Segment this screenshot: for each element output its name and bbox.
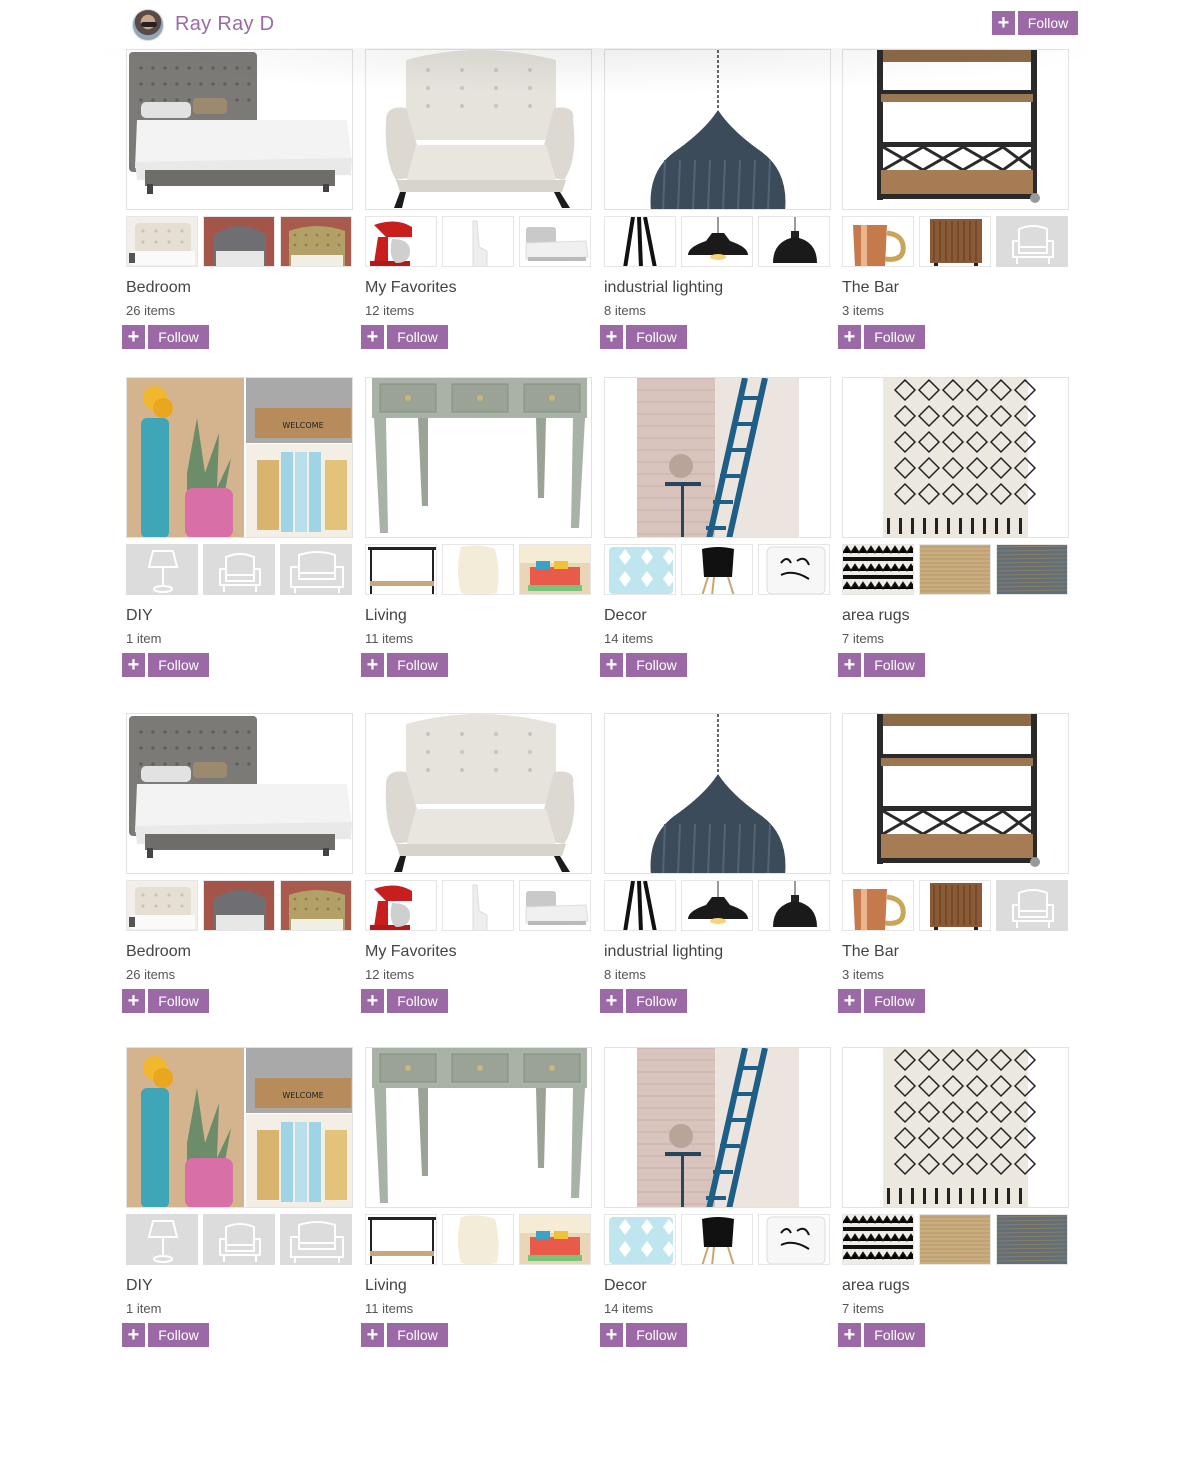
follow-board-button[interactable] — [600, 325, 687, 349]
follow-board-button[interactable] — [600, 653, 687, 677]
board-item-count: 8 items — [604, 303, 646, 318]
board-title[interactable]: Living — [365, 607, 407, 624]
board-title[interactable]: DIY — [126, 1277, 153, 1294]
thumb-giraffe[interactable] — [442, 216, 514, 267]
board-thumbnails — [126, 544, 354, 595]
board-cover-bed[interactable] — [126, 49, 353, 210]
follow-board-button[interactable] — [122, 653, 209, 677]
profile-header — [0, 0, 1196, 48]
board-title[interactable]: Bedroom — [126, 943, 191, 960]
follow-board-label[interactable]: Follow — [148, 1323, 209, 1347]
board-title[interactable]: Decor — [604, 1277, 647, 1294]
board-title[interactable]: area rugs — [842, 607, 910, 624]
thumb-tripod-lamp[interactable] — [604, 216, 676, 267]
board-title[interactable]: My Favorites — [365, 943, 457, 960]
thumb-jute-rug[interactable] — [919, 1214, 991, 1265]
board-thumbnails — [604, 1214, 832, 1265]
board-item-count: 12 items — [365, 967, 415, 982]
follow-board-button[interactable] — [838, 325, 925, 349]
board-cover-pendant-lamp[interactable] — [604, 713, 831, 874]
follow-board-button[interactable] — [600, 989, 687, 1013]
thumb-colorful-bedroom[interactable] — [519, 1214, 591, 1265]
follow-board-label[interactable]: Follow — [387, 989, 448, 1013]
board-cover-bar-cart[interactable] — [842, 49, 1069, 210]
board-item-count: 1 item — [126, 1301, 162, 1316]
thumb-black-chair[interactable] — [681, 544, 753, 595]
board-item-count: 26 items — [126, 967, 176, 982]
board-thumbnails — [126, 216, 354, 267]
follow-board-button[interactable] — [122, 989, 209, 1013]
board-thumbnails — [365, 880, 593, 931]
thumb-copper-mug[interactable] — [842, 880, 914, 931]
plus-icon[interactable]: + — [600, 325, 623, 349]
plus-icon[interactable]: + — [122, 989, 145, 1013]
follow-board-label[interactable]: Follow — [387, 325, 448, 349]
thumb-jute-rug[interactable] — [919, 544, 991, 595]
plus-icon[interactable]: + — [838, 989, 861, 1013]
thumb-ikat-pillow[interactable] — [604, 544, 676, 595]
thumb-be-classy-pillow[interactable] — [758, 1214, 830, 1265]
board-item-count: 1 item — [126, 631, 162, 646]
thumb-headboard-gold[interactable] — [280, 216, 352, 267]
thumb-black-chair[interactable] — [681, 1214, 753, 1265]
board-title[interactable]: industrial lighting — [604, 279, 724, 296]
board-item-count: 8 items — [604, 967, 646, 982]
follow-board-button[interactable] — [838, 653, 925, 677]
board-item-count: 14 items — [604, 1301, 654, 1316]
follow-board-button[interactable] — [838, 989, 925, 1013]
thumb-pendant-dome[interactable] — [758, 880, 830, 931]
follow-board-button[interactable] — [361, 989, 448, 1013]
svg-text:WELCOME: WELCOME — [282, 1091, 324, 1100]
thumb-wood-cabinet[interactable] — [919, 880, 991, 931]
board-cover-console-table[interactable] — [365, 377, 592, 538]
board-cover-diy-collage[interactable] — [126, 377, 353, 538]
follow-board-button[interactable] — [600, 1323, 687, 1347]
board-item-count: 14 items — [604, 631, 654, 646]
thumb-headboard-gray[interactable] — [203, 880, 275, 931]
follow-board-label[interactable]: Follow — [864, 653, 925, 677]
thumb-headboard-gray[interactable] — [203, 216, 275, 267]
board-item-count: 3 items — [842, 967, 884, 982]
plus-icon[interactable]: + — [361, 653, 384, 677]
board-thumbnails — [842, 1214, 1070, 1265]
board-cover-armchair[interactable] — [365, 713, 592, 874]
board-thumbnails — [365, 544, 593, 595]
board-item-count: 7 items — [842, 1301, 884, 1316]
follow-board-button[interactable] — [838, 1323, 925, 1347]
thumb-be-classy-pillow[interactable] — [758, 544, 830, 595]
follow-board-label[interactable]: Follow — [626, 989, 687, 1013]
thumb-chair-placeholder[interactable] — [996, 216, 1068, 267]
plus-icon[interactable]: + — [838, 653, 861, 677]
board-thumbnails — [126, 1214, 354, 1265]
thumb-lamp-placeholder[interactable] — [126, 1214, 198, 1265]
thumb-giraffe[interactable] — [442, 880, 514, 931]
board-cover-armchair[interactable] — [365, 49, 592, 210]
board-cover-blanket-ladder[interactable] — [604, 377, 831, 538]
follow-board-label[interactable]: Follow — [148, 989, 209, 1013]
plus-icon[interactable]: + — [361, 1323, 384, 1347]
board-cover-console-table[interactable] — [365, 1047, 592, 1208]
plus-icon[interactable]: + — [600, 989, 623, 1013]
board-cover-geometric-rug[interactable] — [842, 377, 1069, 538]
thumb-chair-placeholder[interactable] — [996, 880, 1068, 931]
follow-board-label[interactable]: Follow — [626, 653, 687, 677]
thumb-tribal-rug[interactable] — [842, 544, 914, 595]
thumb-lamp-placeholder[interactable] — [126, 544, 198, 595]
thumb-sofa-placeholder[interactable] — [280, 1214, 352, 1265]
board-item-count: 3 items — [842, 303, 884, 318]
follow-user-button[interactable] — [992, 11, 1078, 35]
follow-board-label[interactable]: Follow — [626, 325, 687, 349]
board-thumbnails — [365, 1214, 593, 1265]
board-cover-bed[interactable] — [126, 713, 353, 874]
board-thumbnails — [604, 544, 832, 595]
thumb-tripod-lamp[interactable] — [604, 880, 676, 931]
thumb-stand-mixer[interactable] — [365, 880, 437, 931]
board-thumbnails — [842, 880, 1070, 931]
thumb-pendant-black[interactable] — [681, 216, 753, 267]
board-thumbnails — [365, 216, 593, 267]
plus-icon[interactable]: + — [122, 1323, 145, 1347]
thumb-stand-mixer[interactable] — [365, 216, 437, 267]
plus-icon[interactable]: + — [992, 11, 1015, 35]
plus-icon[interactable]: + — [600, 1323, 623, 1347]
thumb-console-shelf[interactable] — [365, 1214, 437, 1265]
board-item-count: 26 items — [126, 303, 176, 318]
thumb-chair-placeholder[interactable] — [203, 1214, 275, 1265]
thumb-tribal-rug[interactable] — [842, 1214, 914, 1265]
thumb-copper-mug[interactable] — [842, 216, 914, 267]
follow-board-button[interactable] — [361, 653, 448, 677]
follow-board-label[interactable]: Follow — [864, 325, 925, 349]
plus-icon[interactable]: + — [122, 653, 145, 677]
thumb-pendant-dome[interactable] — [758, 216, 830, 267]
svg-text:WELCOME: WELCOME — [282, 421, 324, 430]
board-title[interactable]: The Bar — [842, 943, 899, 960]
board-thumbnails — [842, 544, 1070, 595]
follow-board-label[interactable]: Follow — [864, 1323, 925, 1347]
follow-board-label[interactable]: Follow — [148, 325, 209, 349]
user-name[interactable]: Ray Ray D — [175, 13, 275, 35]
board-cover-diy-collage[interactable] — [126, 1047, 353, 1208]
thumb-headboard-white[interactable] — [126, 880, 198, 931]
thumb-headboard-white[interactable] — [126, 216, 198, 267]
thumb-blue-rug[interactable] — [996, 544, 1068, 595]
follow-board-label[interactable]: Follow — [626, 1323, 687, 1347]
board-title[interactable]: area rugs — [842, 1277, 910, 1294]
board-title[interactable]: Living — [365, 1277, 407, 1294]
thumb-sheepskin-rug[interactable] — [442, 1214, 514, 1265]
follow-board-button[interactable] — [361, 325, 448, 349]
board-title[interactable]: The Bar — [842, 279, 899, 296]
follow-board-button[interactable] — [361, 1323, 448, 1347]
plus-icon[interactable]: + — [600, 653, 623, 677]
follow-board-button[interactable] — [122, 325, 209, 349]
thumb-ikat-pillow[interactable] — [604, 1214, 676, 1265]
thumb-wood-cabinet[interactable] — [919, 216, 991, 267]
board-item-count: 11 items — [365, 1301, 414, 1316]
plus-icon[interactable]: + — [838, 325, 861, 349]
thumb-headboard-gold[interactable] — [280, 880, 352, 931]
follow-user-label[interactable]: Follow — [1018, 11, 1078, 35]
thumb-sofa-placeholder[interactable] — [280, 544, 352, 595]
follow-board-button[interactable] — [122, 1323, 209, 1347]
user-avatar[interactable] — [132, 9, 164, 41]
follow-board-label[interactable]: Follow — [864, 989, 925, 1013]
thumb-console-shelf[interactable] — [365, 544, 437, 595]
board-cover-bar-cart[interactable] — [842, 713, 1069, 874]
board-title[interactable]: industrial lighting — [604, 943, 724, 960]
thumb-chair-placeholder[interactable] — [203, 544, 275, 595]
board-title[interactable]: Bedroom — [126, 279, 191, 296]
board-thumbnails — [604, 216, 832, 267]
follow-board-label[interactable]: Follow — [148, 653, 209, 677]
thumb-bed-gray[interactable] — [519, 216, 591, 267]
thumb-sheepskin-rug[interactable] — [442, 544, 514, 595]
thumb-pendant-black[interactable] — [681, 880, 753, 931]
plus-icon[interactable]: + — [122, 325, 145, 349]
board-title[interactable]: My Favorites — [365, 279, 457, 296]
board-item-count: 11 items — [365, 631, 414, 646]
board-thumbnails — [604, 880, 832, 931]
board-item-count: 7 items — [842, 631, 884, 646]
board-item-count: 12 items — [365, 303, 415, 318]
plus-icon[interactable]: + — [361, 989, 384, 1013]
board-title[interactable]: Decor — [604, 607, 647, 624]
board-cover-blanket-ladder[interactable] — [604, 1047, 831, 1208]
board-cover-pendant-lamp[interactable] — [604, 49, 831, 210]
follow-board-label[interactable]: Follow — [387, 1323, 448, 1347]
plus-icon[interactable]: + — [361, 325, 384, 349]
thumb-colorful-bedroom[interactable] — [519, 544, 591, 595]
board-cover-geometric-rug[interactable] — [842, 1047, 1069, 1208]
follow-board-label[interactable]: Follow — [387, 653, 448, 677]
thumb-blue-rug[interactable] — [996, 1214, 1068, 1265]
board-thumbnails — [842, 216, 1070, 267]
board-thumbnails — [126, 880, 354, 931]
thumb-bed-gray[interactable] — [519, 880, 591, 931]
board-title[interactable]: DIY — [126, 607, 153, 624]
plus-icon[interactable]: + — [838, 1323, 861, 1347]
